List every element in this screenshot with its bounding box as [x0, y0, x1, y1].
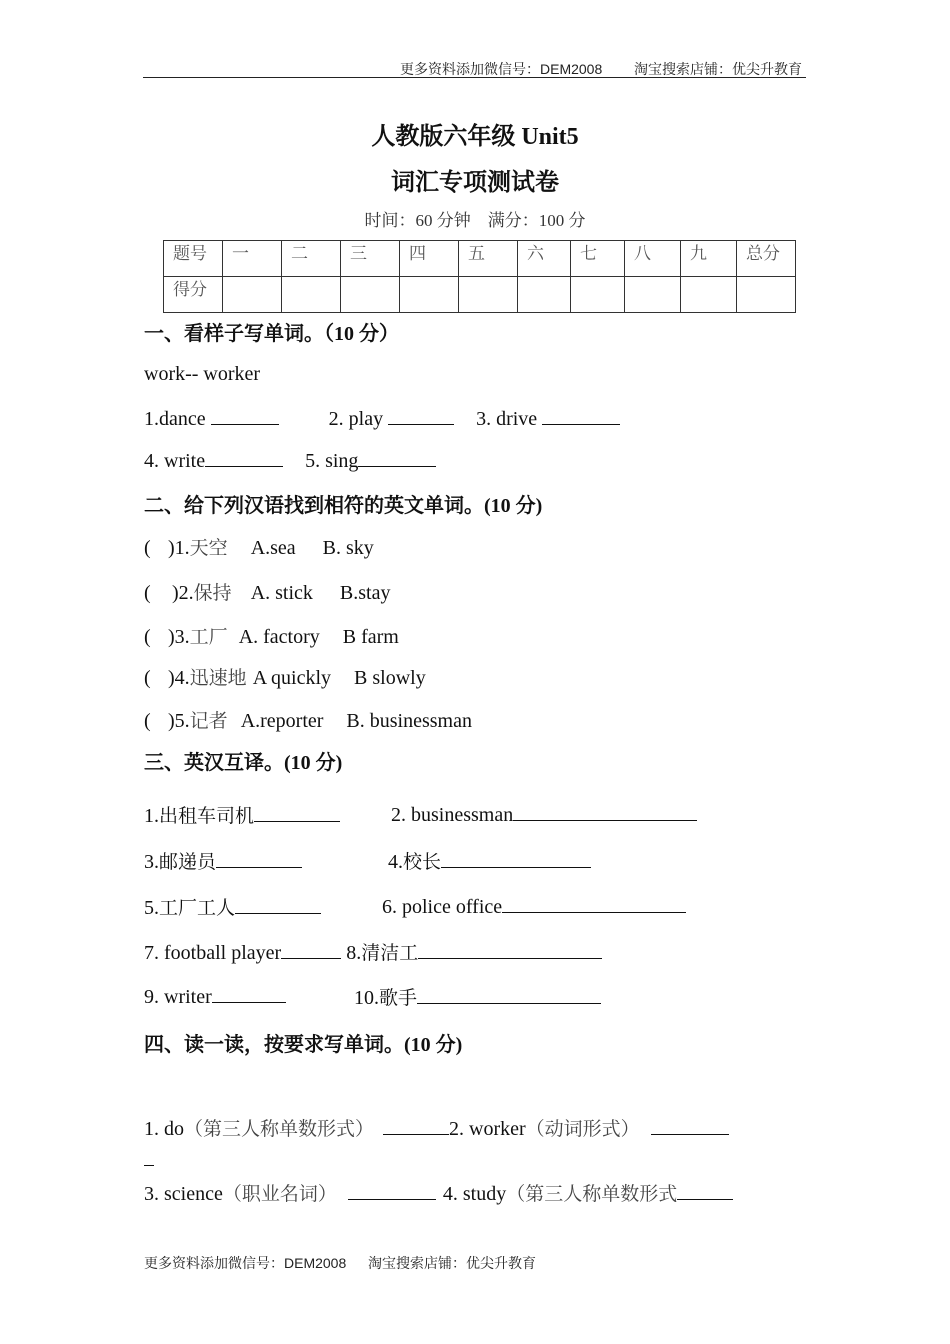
answer-blank[interactable] [502, 893, 686, 913]
section3-row: 6. police office [382, 893, 686, 919]
section3-row: 9. writer [144, 983, 286, 1009]
section3-row: 10.歌手 [354, 983, 601, 1010]
score-cell[interactable] [459, 277, 518, 313]
section3-row: 5.工厂工人 [144, 893, 321, 920]
answer-blank[interactable] [281, 939, 341, 959]
footer-shop: 淘宝搜索店铺：优尖升教育 [368, 1255, 536, 1271]
table-cell: 一 [223, 241, 282, 277]
section2-item: ( )3.工厂 A. factory B farm [144, 626, 399, 648]
answer-paren[interactable]: ( [144, 626, 151, 648]
section3-row: 2. businessman [391, 801, 697, 827]
header-divider [143, 77, 806, 78]
table-cell: 八 [625, 241, 681, 277]
score-cell[interactable] [400, 277, 459, 313]
answer-blank[interactable] [205, 447, 283, 467]
table-cell: 二 [282, 241, 341, 277]
section3-heading: 三、英汉互译。(10 分) [144, 752, 343, 774]
section3-row: 4.校长 [388, 847, 591, 874]
table-cell: 六 [518, 241, 571, 277]
answer-blank[interactable] [211, 405, 279, 425]
table-cell: 五 [459, 241, 518, 277]
header-wechat: 更多资料添加微信号：DEM2008 [400, 61, 603, 77]
section4-row: 1. do（第三人称单数形式） 2. worker（动词形式） [144, 1114, 729, 1141]
section3-row: 7. football player 8.清洁工 [144, 938, 602, 965]
table-cell: 九 [681, 241, 737, 277]
section4-row: 3. science（职业名词） 4. study（第三人称单数形式 [144, 1179, 733, 1206]
answer-blank[interactable] [348, 1180, 436, 1200]
question-label: 2. play [328, 408, 384, 430]
time-info: 时间：60 分钟 满分：100 分 [364, 211, 586, 230]
score-cell[interactable] [681, 277, 737, 313]
answer-blank-continuation[interactable] [144, 1165, 154, 1166]
question-label: 3. drive [476, 408, 538, 430]
question-label: 4. write [144, 450, 206, 472]
answer-blank[interactable] [677, 1180, 733, 1200]
score-cell[interactable] [341, 277, 400, 313]
answer-blank[interactable] [235, 894, 321, 914]
section3-row: 3.邮递员 [144, 847, 302, 874]
answer-paren[interactable]: ( [144, 667, 151, 689]
answer-blank[interactable] [441, 848, 591, 868]
score-cell[interactable] [625, 277, 681, 313]
page-title: 人教版六年级 Unit5 [371, 124, 579, 150]
answer-paren[interactable]: ( [144, 710, 151, 732]
section2-heading: 二、给下列汉语找到相符的英文单词。(10 分) [144, 495, 543, 517]
score-cell[interactable] [223, 277, 282, 313]
answer-blank[interactable] [383, 1115, 449, 1135]
answer-paren[interactable]: ( [144, 537, 151, 559]
answer-paren[interactable]: ( [144, 582, 151, 604]
table-cell: 得分 [164, 277, 223, 313]
answer-blank[interactable] [254, 802, 340, 822]
answer-blank[interactable] [388, 405, 454, 425]
score-table-score-row [164, 277, 796, 313]
score-table [163, 240, 796, 313]
table-cell: 四 [400, 241, 459, 277]
table-cell: 七 [571, 241, 625, 277]
section1-row2 [144, 447, 436, 473]
answer-blank[interactable] [216, 848, 302, 868]
footer-wechat: 更多资料添加微信号：DEM2008 [144, 1255, 347, 1271]
answer-blank[interactable] [542, 405, 620, 425]
question-label: 5. sing [305, 450, 359, 472]
section3-row: 1.出租车司机 [144, 801, 340, 828]
page-subtitle: 词汇专项测试卷 [391, 170, 559, 196]
section2-item: ( )2.保持 A. stick B.stay [144, 582, 391, 604]
score-cell[interactable] [518, 277, 571, 313]
section1-row1 [144, 405, 620, 431]
section4-heading: 四、读一读，按要求写单词。(10 分) [144, 1034, 463, 1056]
section2-item: ( )1.天空 A.sea B. sky [144, 537, 374, 559]
section1-heading: 一、看样子写单词。（10 分） [144, 323, 399, 345]
table-cell: 三 [341, 241, 400, 277]
answer-blank[interactable] [358, 447, 436, 467]
question-label: 1.dance [144, 408, 206, 430]
score-cell[interactable] [737, 277, 796, 313]
header-shop: 淘宝搜索店铺：优尖升教育 [634, 61, 802, 77]
score-cell[interactable] [571, 277, 625, 313]
score-table-header-row [164, 241, 796, 277]
score-cell[interactable] [282, 277, 341, 313]
answer-blank[interactable] [513, 801, 697, 821]
section1-example: work-- worker [144, 363, 261, 385]
section2-item: ( )4.迅速地 A quickly B slowly [144, 667, 426, 689]
table-cell: 总分 [737, 241, 796, 277]
answer-blank[interactable] [418, 939, 602, 959]
answer-blank[interactable] [212, 983, 286, 1003]
section2-item: ( )5.记者 A.reporter B. businessman [144, 710, 472, 732]
answer-blank[interactable] [651, 1115, 729, 1135]
table-cell: 题号 [164, 241, 223, 277]
answer-blank[interactable] [417, 984, 601, 1004]
